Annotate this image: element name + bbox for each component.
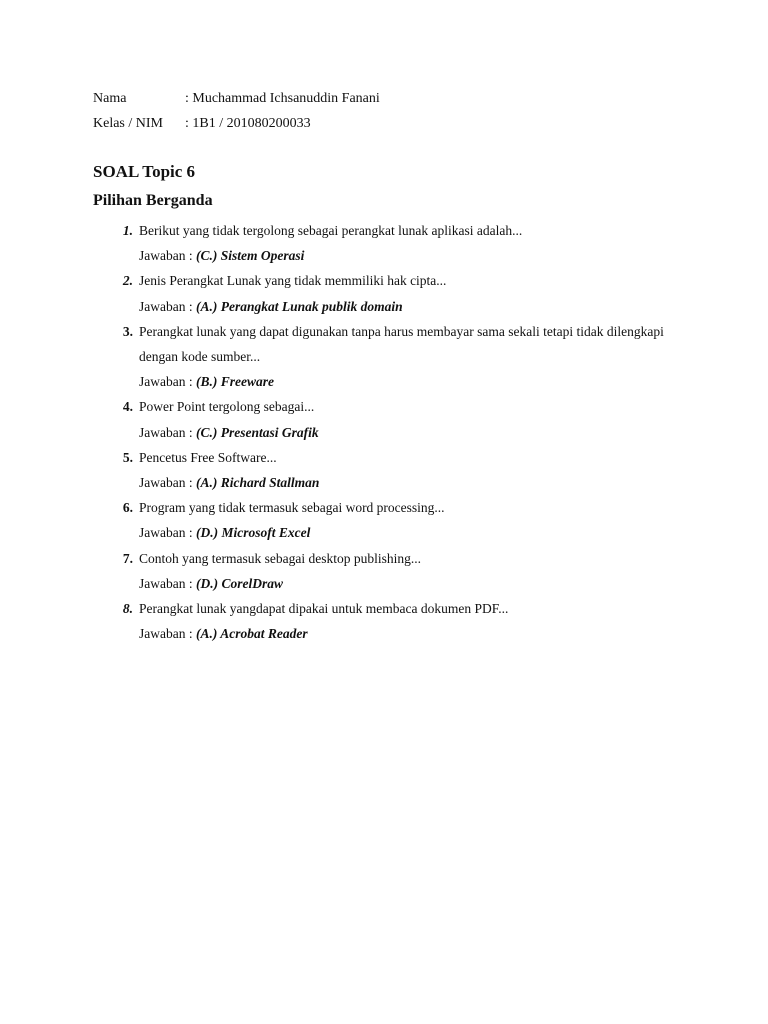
answer-line <box>139 243 693 268</box>
question-body <box>139 218 693 268</box>
answer-label: Jawaban : <box>139 298 196 314</box>
question-text: Program yang tidak termasuk sebagai word processing... <box>139 500 445 516</box>
answer-line <box>139 470 693 495</box>
answer-text: (A.) Perangkat Lunak publik domain <box>195 298 403 314</box>
answer-label: Jawaban : <box>139 525 196 541</box>
answer-line <box>139 294 693 319</box>
question-number: 6. <box>122 500 133 516</box>
question-number: 8. <box>122 601 133 617</box>
question-item <box>93 218 693 268</box>
answer-label: Jawaban : <box>139 374 196 390</box>
nama-value: : Muchammad Ichsanuddin Fanani <box>185 91 380 106</box>
question-body <box>139 394 693 444</box>
nama-row <box>93 86 380 111</box>
question-number: 4. <box>122 399 133 415</box>
question-text: Contoh yang termasuk sebagai desktop publishing... <box>139 550 421 566</box>
answer-text: (A.) Acrobat Reader <box>195 626 308 642</box>
question-item <box>93 445 693 495</box>
question-number: 3. <box>122 323 133 339</box>
question-text: Berikut yang tidak tergolong sebagai perangkat lunak aplikasi adalah... <box>139 223 523 238</box>
question-text: Jenis Perangkat Lunak yang tidak memmiliki hak cipta... <box>139 273 447 289</box>
question-list <box>93 218 693 646</box>
answer-line <box>139 571 693 596</box>
answer-line <box>139 369 693 394</box>
answer-line <box>139 621 693 646</box>
answer-label: Jawaban : <box>139 248 196 264</box>
question-body <box>139 546 693 596</box>
question-body <box>139 319 693 395</box>
question-item <box>93 394 693 444</box>
question-text: Perangkat lunak yang dapat digunakan tanpa harus membayar sama sekali tetapi tidak dilengkapi dengan kode sumber... <box>139 323 664 365</box>
question-item <box>93 495 693 545</box>
question-item <box>93 319 693 395</box>
student-info <box>93 86 380 136</box>
question-number: 5. <box>122 449 133 465</box>
question-item <box>93 546 693 596</box>
question-text: Power Point tergolong sebagai... <box>139 399 315 415</box>
question-number: 7. <box>122 550 133 566</box>
answer-text: (A.) Richard Stallman <box>195 475 320 491</box>
answer-line <box>139 420 693 445</box>
question-body <box>139 495 693 545</box>
answer-text: (D.) CorelDraw <box>195 575 283 591</box>
answer-text: (D.) Microsoft Excel <box>195 525 311 541</box>
kelas-row <box>93 111 380 136</box>
answer-label: Jawaban : <box>139 575 196 591</box>
answer-text: (B.) Freeware <box>195 374 274 390</box>
question-body <box>139 596 693 646</box>
question-text: Pencetus Free Software... <box>139 449 277 465</box>
kelas-label: Kelas / NIM <box>93 116 163 131</box>
document-title: SOAL Topic 6 <box>93 162 196 181</box>
answer-text: (C.) Presentasi Grafik <box>195 424 319 440</box>
question-number: 2. <box>122 273 133 289</box>
question-body <box>139 445 693 495</box>
answer-label: Jawaban : <box>139 424 196 440</box>
question-item <box>93 268 693 318</box>
answer-line <box>139 520 693 545</box>
question-item <box>93 596 693 646</box>
question-number: 1. <box>122 223 133 238</box>
answer-text: (C.) Sistem Operasi <box>195 248 305 264</box>
section-title: Pilihan Berganda <box>93 192 213 209</box>
answer-label: Jawaban : <box>139 475 196 491</box>
nama-label: Nama <box>93 91 127 106</box>
question-text: Perangkat lunak yangdapat dipakai untuk membaca dokumen PDF... <box>139 601 509 617</box>
kelas-value: : 1B1 / 201080200033 <box>185 116 311 131</box>
question-body <box>139 268 693 318</box>
answer-label: Jawaban : <box>139 626 196 642</box>
